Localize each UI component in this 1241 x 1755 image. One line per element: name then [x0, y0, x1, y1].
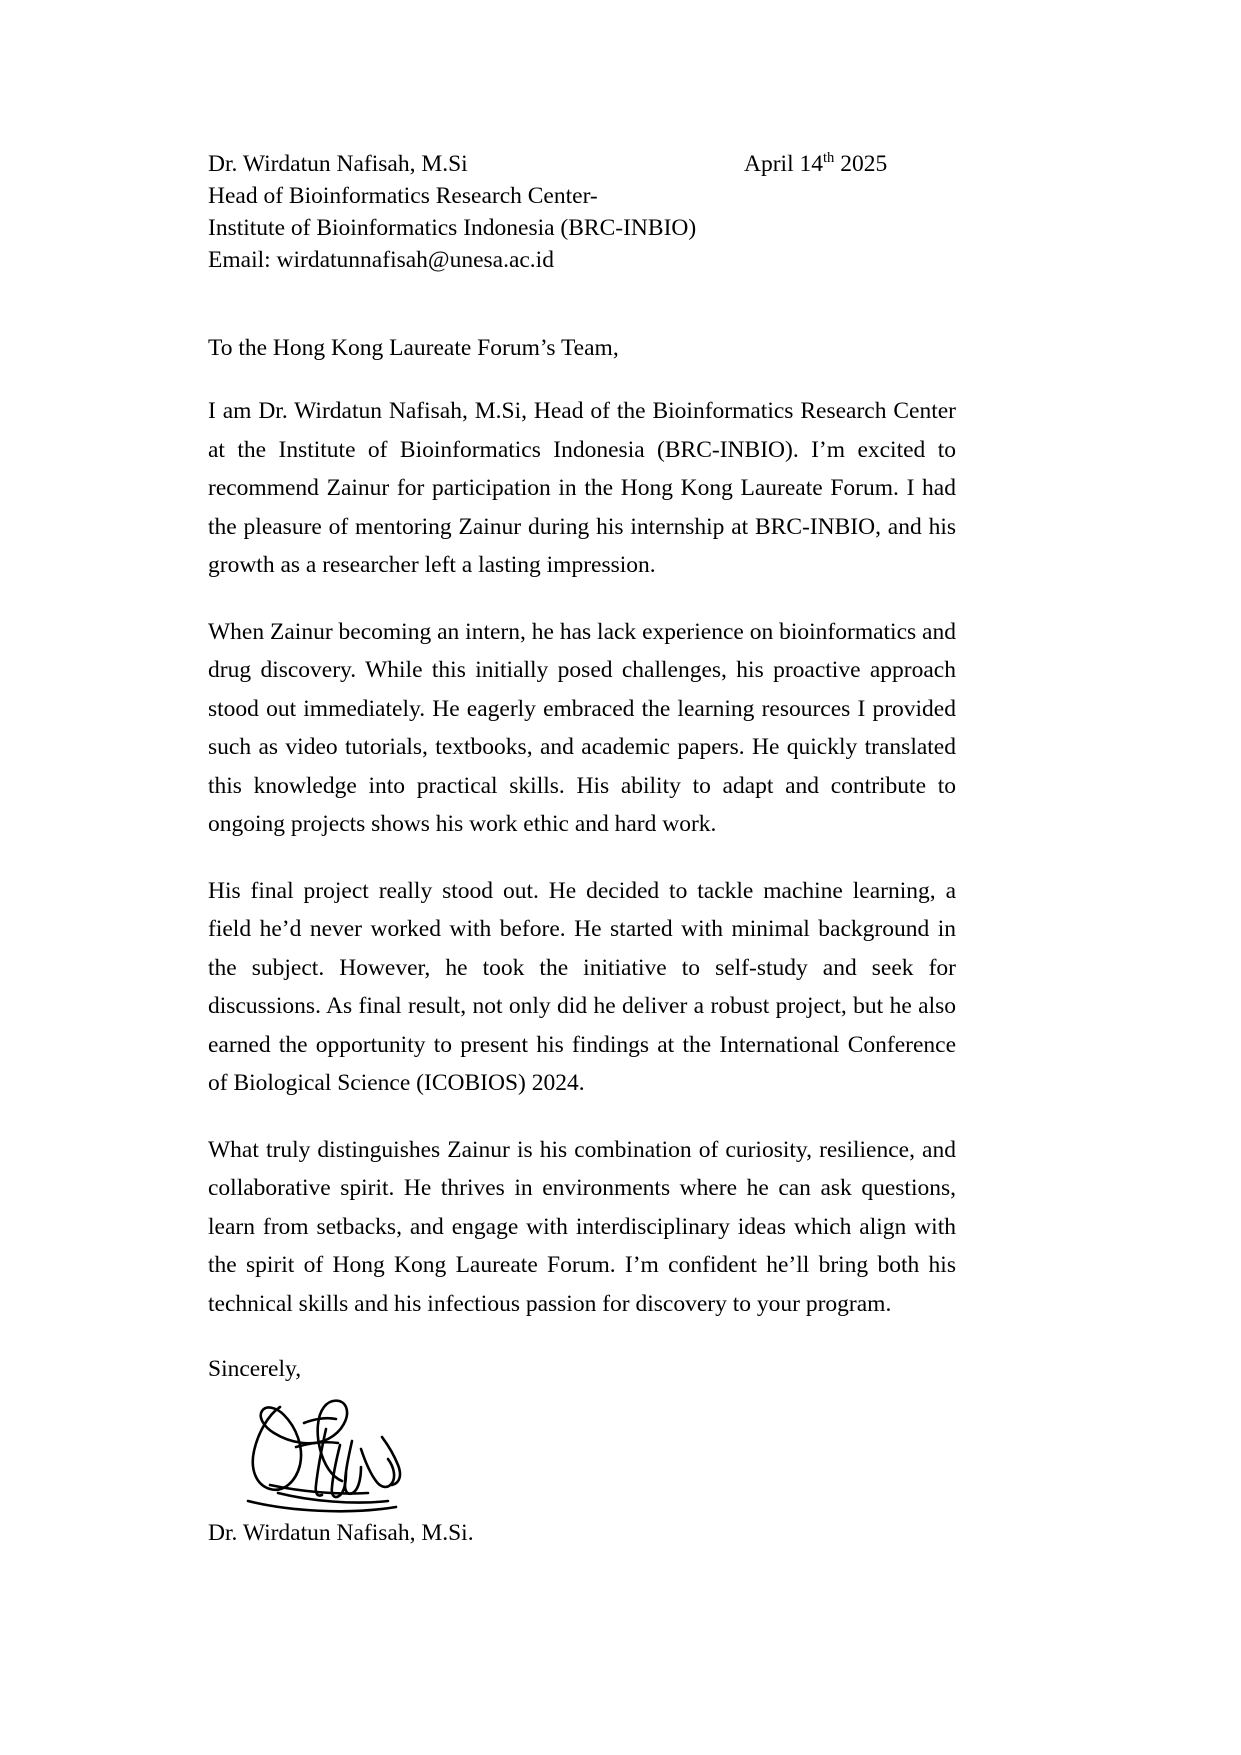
date-ordinal-suffix: th — [822, 150, 835, 167]
sender-institution: Institute of Bioinformatics Indonesia (BRC-INBIO) — [208, 215, 697, 241]
body-paragraph-4: What truly distinguishes Zainur is his combination of curiosity, resilience, and collaborative spirit. He thrives in environments where he can ask questions, learn from setbacks, and engage with interdisciplinary ideas which align with the spirit of Hong Kong Laureate Forum. I’m confident he’ll bring both his technical skills and his infectious passion for discovery to your program. — [208, 1136, 956, 1317]
sender-title: Head of Bioinformatics Research Center- — [208, 183, 598, 209]
body-paragraph-1: I am Dr. Wirdatun Nafisah, M.Si, Head of the Bioinformatics Research Center at the Institute of Bioinformatics Indonesia (BRC-INBIO). I’m excited to recommend Zainur for participation in the Hong Kong Laureate Forum. I had the pleasure of mentoring Zainur during his internship at BRC-INBIO, and his growth as a researcher left a lasting impression. — [208, 398, 956, 578]
valediction: Sincerely, — [208, 1356, 302, 1382]
body-paragraph-2: When Zainur becoming an intern, he has lack experience on bioinformatics and drug discovery. While this initially posed challenges, his proactive approach stood out immediately. He eagerly embraced the learning resources I provided such as video tutorials, textbooks, and academic papers. He quickly translated this knowledge into practical skills. His ability to adapt and contribute to ongoing projects shows his work ethic and hard work. — [208, 618, 956, 837]
sender-email: Email: wirdatunnafisah@unesa.ac.id — [208, 247, 554, 273]
signature-image — [218, 1389, 478, 1517]
body-paragraph-3: His final project really stood out. He decided to tackle machine learning, a field he’d never worked with before. He started with minimal background in the subject. However, he took the initiative to self-study and seek for discussions. As final result, not only did he deliver a robust project, but he also earned the opportunity to present his findings at the International Conference of Biological Science (ICOBIOS) 2024. — [208, 877, 956, 1096]
date-year: 2025 — [834, 151, 888, 177]
signer-name: Dr. Wirdatun Nafisah, M.Si. — [208, 1520, 474, 1546]
letter-date — [744, 148, 887, 180]
letter-content — [208, 148, 956, 1549]
salutation: To the Hong Kong Laureate Forum’s Team, — [208, 335, 619, 361]
letterhead — [208, 148, 956, 276]
date-month-day: April 14 — [744, 151, 823, 177]
sender-name: Dr. Wirdatun Nafisah, M.Si — [208, 151, 468, 177]
